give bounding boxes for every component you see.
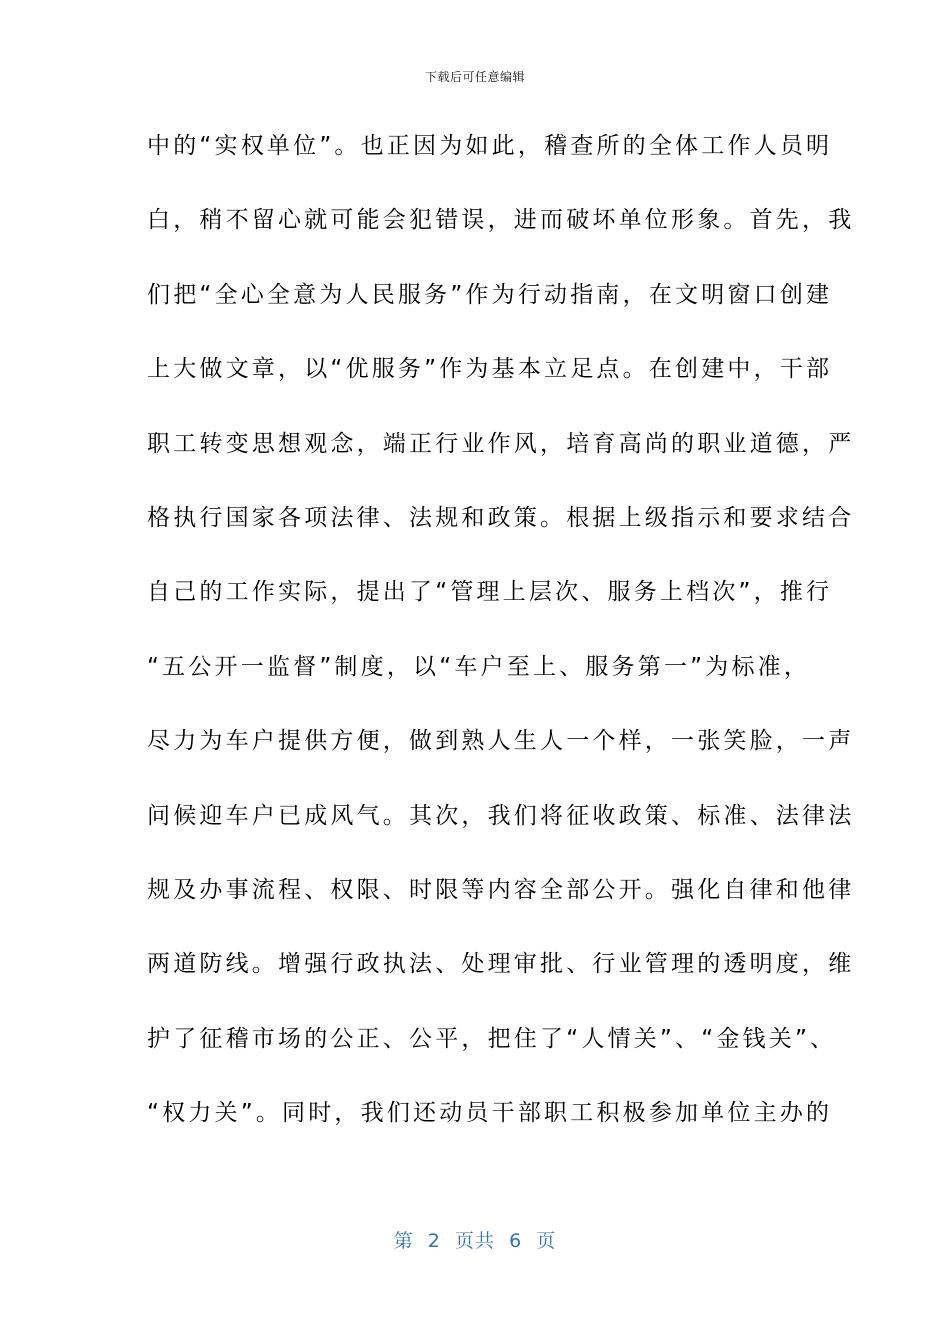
footer-suffix: 页	[536, 1230, 557, 1252]
document-body	[147, 124, 855, 1165]
body-line: 问候迎车户已成风气。其次，我们将征收政策、标准、法律法	[147, 802, 855, 829]
body-line: 们把“全心全意为人民服务”作为行动指南，在文明窗口创建	[147, 281, 833, 308]
footer-prefix: 第	[393, 1230, 414, 1252]
page-header: 下载后可任意编辑	[424, 70, 525, 84]
body-line: 规及办事流程、权限、时限等内容全部公开。强化自律和他律	[147, 876, 855, 903]
body-line: 两道防线。增强行政执法、处理审批、行业管理的透明度，维	[147, 951, 855, 978]
body-line: 自己的工作实际，提出了“管理上层次、服务上档次”，推行	[147, 579, 833, 606]
body-line: 中的“实权单位”。也正因为如此，稽查所的全体工作人员明	[147, 133, 833, 159]
current-page-number: 2	[427, 1230, 441, 1252]
body-line: “五公开一监督”制度，以“车户至上、服务第一”为标准，	[147, 653, 811, 680]
body-line: 尽力为车户提供方便，做到熟人生人一个样，一张笑脸，一声	[147, 728, 855, 755]
body-line: “权力关”。同时，我们还动员干部职工积极参加单位主办的	[147, 1100, 833, 1127]
body-line: 职工转变思想观念，端正行业作风，培育高尚的职业道德，严	[147, 430, 855, 457]
footer-middle: 页共	[454, 1230, 495, 1252]
body-line: 上大做文章，以“优服务”作为基本立足点。在创建中，干部	[147, 356, 833, 383]
body-line: 护了征稽市场的公正、公平，把住了“人情关”、“金钱关”、	[147, 1025, 837, 1052]
total-page-count: 6	[509, 1230, 523, 1252]
page-footer	[0, 1226, 950, 1253]
body-line: 格执行国家各项法律、法规和政策。根据上级指示和要求结合	[147, 504, 855, 531]
body-line: 白，稍不留心就可能会犯错误，进而破坏单位形象。首先，我	[147, 207, 855, 234]
